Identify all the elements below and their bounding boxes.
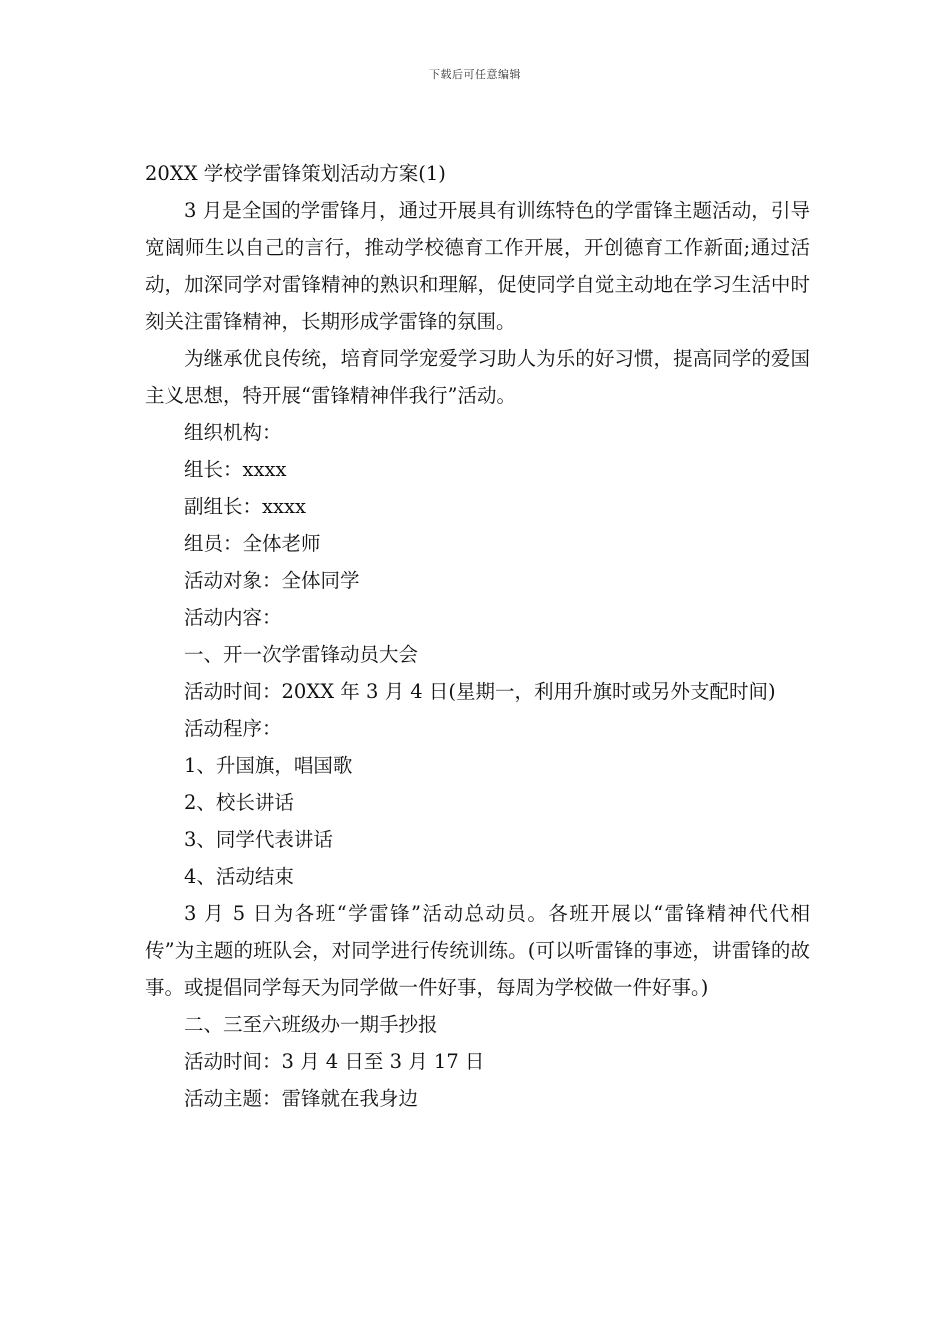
section-2-time: 活动时间：3 月 4 日至 3 月 17 日	[184, 1050, 485, 1073]
procedure-heading: 活动程序：	[184, 717, 282, 740]
activity-target: 活动对象：全体同学	[184, 569, 360, 592]
org-heading: 组织机构：	[184, 421, 282, 444]
section-2-theme: 活动主题：雷锋就在我身边	[184, 1087, 419, 1110]
intro-paragraph: 3 月是全国的学雷锋月，通过开展具有训练特色的学雷锋主题活动，引导宽阔师生以自己的言行，推动学校德育工作开展，开创德育工作新面;通过活动，加深同学对雷锋精神的熟识和理解，促使同学自觉主动地在学习生活中时刻关注雷锋精神，长期形成学雷锋的氛围。	[145, 199, 810, 333]
activity-content-heading: 活动内容：	[184, 606, 282, 629]
org-deputy-leader: 副组长：xxxx	[184, 495, 306, 518]
procedure-step: 4、活动结束	[184, 865, 294, 888]
org-members: 组员：全体老师	[184, 532, 321, 555]
purpose-paragraph: 为继承优良传统，培育同学宠爱学习助人为乐的好习惯，提高同学的爱国主义思想，特开展“雷锋精神伴我行”活动。	[145, 347, 810, 407]
page-header-note: 下载后可任意编辑	[429, 68, 521, 81]
procedure-step: 3、同学代表讲话	[184, 828, 333, 851]
org-leader: 组长：xxxx	[184, 458, 287, 481]
procedure-step: 1、升国旗，唱国歌	[184, 754, 353, 777]
section-1-heading: 一、开一次学雷锋动员大会	[184, 643, 419, 666]
document-title: 20XX 学校学雷锋策划活动方案(1)	[145, 162, 446, 185]
mobilization-paragraph: 3 月 5 日为各班“学雷锋”活动总动员。各班开展以“雷锋精神代代相传”为主题的班队会，对同学进行传统训练。(可以听雷锋的事迹，讲雷锋的故事。或提倡同学每天为同学做一件好事，每周为学校做一件好事。)	[145, 902, 810, 999]
meeting-time: 活动时间：20XX 年 3 月 4 日(星期一，利用升旗时或另外支配时间)	[184, 680, 776, 703]
procedure-step: 2、校长讲话	[184, 791, 294, 814]
document-body	[145, 155, 810, 1117]
section-2-heading: 二、三至六班级办一期手抄报	[184, 1013, 438, 1036]
